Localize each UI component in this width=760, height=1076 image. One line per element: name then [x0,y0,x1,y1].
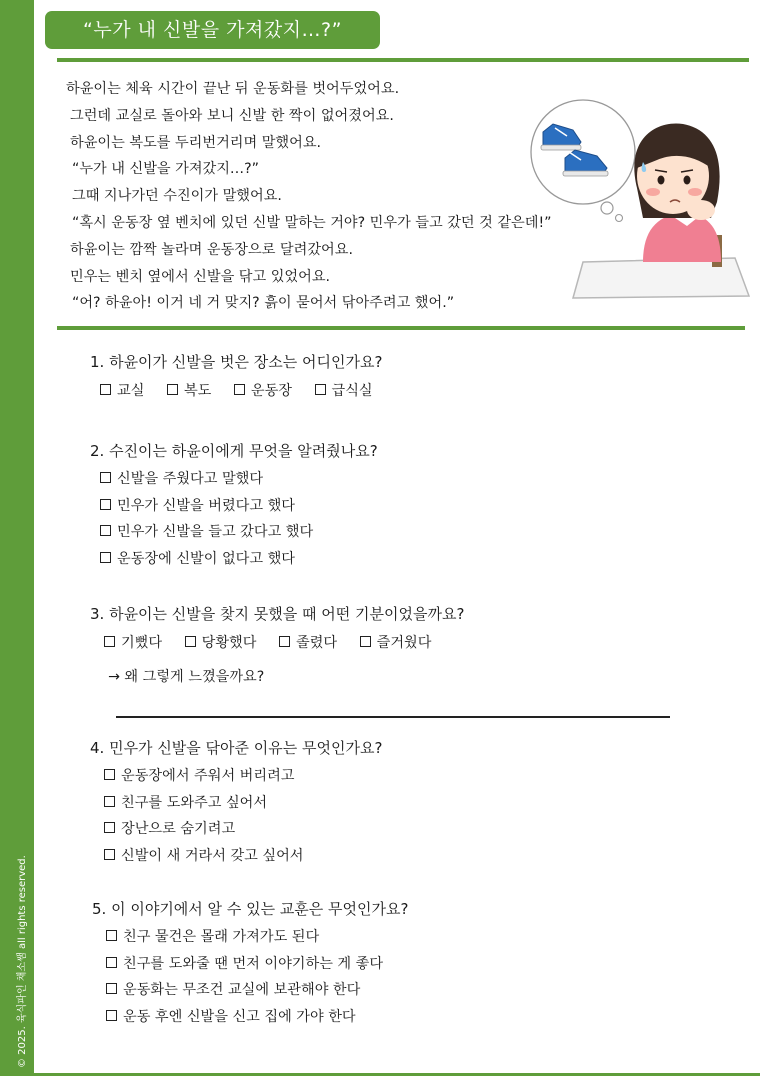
copyright-text: © 2025. 육식파인 채소쌤 all rights reserved. [17,855,28,1068]
option-label: 기뻤다 [121,635,163,651]
option-item[interactable] [360,635,432,651]
option-item[interactable] [104,816,690,843]
checkbox[interactable] [106,983,117,994]
checkbox[interactable] [106,957,117,968]
story-line: 하윤이는 깜짝 놀라며 운동장으로 달려갔어요. [70,241,353,258]
story-line: 하윤이는 복도를 두리번거리며 말했어요. [70,134,322,151]
story-line: “혹시 운동장 옆 벤치에 있던 신발 말하는 거야? 민우가 들고 갔던 것 같은데!” [72,214,552,231]
story-line: 민우는 벤치 옆에서 신발을 닦고 있었어요. [70,268,331,285]
option-label: 즐거웠다 [376,635,432,651]
question-2 [90,436,690,572]
checkbox[interactable] [185,636,196,647]
checkbox[interactable] [100,499,111,510]
option-item[interactable] [167,383,211,399]
story-line: 그때 지나가던 수진이가 말했어요. [72,188,282,205]
option-item[interactable] [104,790,690,817]
option-item[interactable] [100,546,690,573]
checkbox[interactable] [106,1010,117,1021]
side-bar [0,0,34,1076]
option-label: 신발이 새 거라서 갖고 싶어서 [121,847,304,864]
answer-line[interactable] [116,716,670,718]
checkbox[interactable] [100,552,111,563]
story-line: 하윤이는 체육 시간이 끝난 뒤 운동화를 벗어두었어요. [66,81,400,97]
question-text: 2. 수진이는 하윤이에게 무엇을 알려줬나요? [90,442,378,460]
page-title: “누가 내 신발을 가져갔지…?” [45,11,380,49]
middle-divider [57,326,745,330]
option-item[interactable] [100,493,690,520]
question-1 [90,347,690,405]
option-item[interactable] [100,383,144,399]
question-text: 5. 이 이야기에서 알 수 있는 교훈은 무엇인가요? [92,900,409,918]
question-text: 1. 하윤이가 신발을 벗은 장소는 어디인가요? [90,353,383,371]
checkbox[interactable] [104,796,115,807]
option-item[interactable] [106,977,692,1004]
checkbox[interactable] [360,636,371,647]
checkbox[interactable] [234,384,245,395]
story-line: “누가 내 신발을 가져갔지…?” [72,161,259,178]
option-label: 민우가 신발을 들고 갔다고 했다 [117,524,314,540]
option-label: 복도 [183,383,212,399]
option-item[interactable] [315,383,373,399]
checkbox[interactable] [167,384,178,395]
checkbox[interactable] [100,472,111,483]
question-3 [90,599,690,691]
option-label: 교실 [117,383,145,399]
checkbox[interactable] [104,769,115,780]
option-item[interactable] [104,635,162,651]
answer-options [104,629,690,657]
checkbox[interactable] [104,636,115,647]
option-item[interactable] [104,763,690,790]
option-item[interactable] [106,1004,692,1031]
option-item[interactable] [279,635,337,651]
option-label: 운동장 [250,383,292,399]
checkbox[interactable] [104,849,115,860]
option-item[interactable] [100,519,690,546]
answer-options [100,377,690,405]
option-label: 운동장에서 주워서 버리려고 [121,768,295,784]
checkbox[interactable] [100,525,111,536]
checkbox[interactable] [106,930,117,941]
option-label: 운동 후엔 신발을 신고 집에 가야 한다 [123,1008,356,1025]
option-label: 운동장에 신발이 없다고 했다 [117,550,295,567]
option-item[interactable] [185,635,257,651]
question-text: 3. 하윤이는 신발을 찾지 못했을 때 어떤 기분이었을까요? [90,605,465,623]
question-text: 4. 민우가 신발을 닦아준 이유는 무엇인가요? [90,739,383,757]
option-label: 장난으로 숨기려고 [121,821,236,837]
top-divider [57,58,749,62]
question-5 [92,894,692,1030]
checkbox[interactable] [104,822,115,833]
follow-up-question: → 왜 그렇게 느꼈을까요? [108,669,265,685]
option-label: 민우가 신발을 버렸다고 했다 [117,497,295,514]
option-item[interactable] [100,466,690,493]
option-label: 급식실 [331,383,373,399]
option-item[interactable] [106,951,692,978]
option-label: 친구를 도와주고 싶어서 [121,794,268,811]
girl-thinking-illustration [525,90,755,305]
option-label: 당황했다 [201,635,257,651]
question-4 [90,733,690,869]
option-item[interactable] [104,843,690,870]
checkbox[interactable] [315,384,326,395]
option-item[interactable] [234,383,292,399]
checkbox[interactable] [100,384,111,395]
option-label: 졸렸다 [295,635,338,651]
option-label: 친구를 도와줄 땐 먼저 이야기하는 게 좋다 [123,955,384,972]
option-label: 신발을 주웠다고 말했다 [117,471,264,487]
story-line: 그런데 교실로 돌아와 보니 신발 한 짝이 없어졌어요. [70,107,394,124]
option-label: 운동화는 무조건 교실에 보관해야 한다 [123,982,361,998]
option-item[interactable] [106,924,692,951]
story-line: “어? 하윤아! 이거 네 거 맞지? 흙이 묻어서 닦아주려고 했어.” [72,295,455,312]
checkbox[interactable] [279,636,290,647]
option-label: 친구 물건은 몰래 가져가도 된다 [123,929,320,945]
